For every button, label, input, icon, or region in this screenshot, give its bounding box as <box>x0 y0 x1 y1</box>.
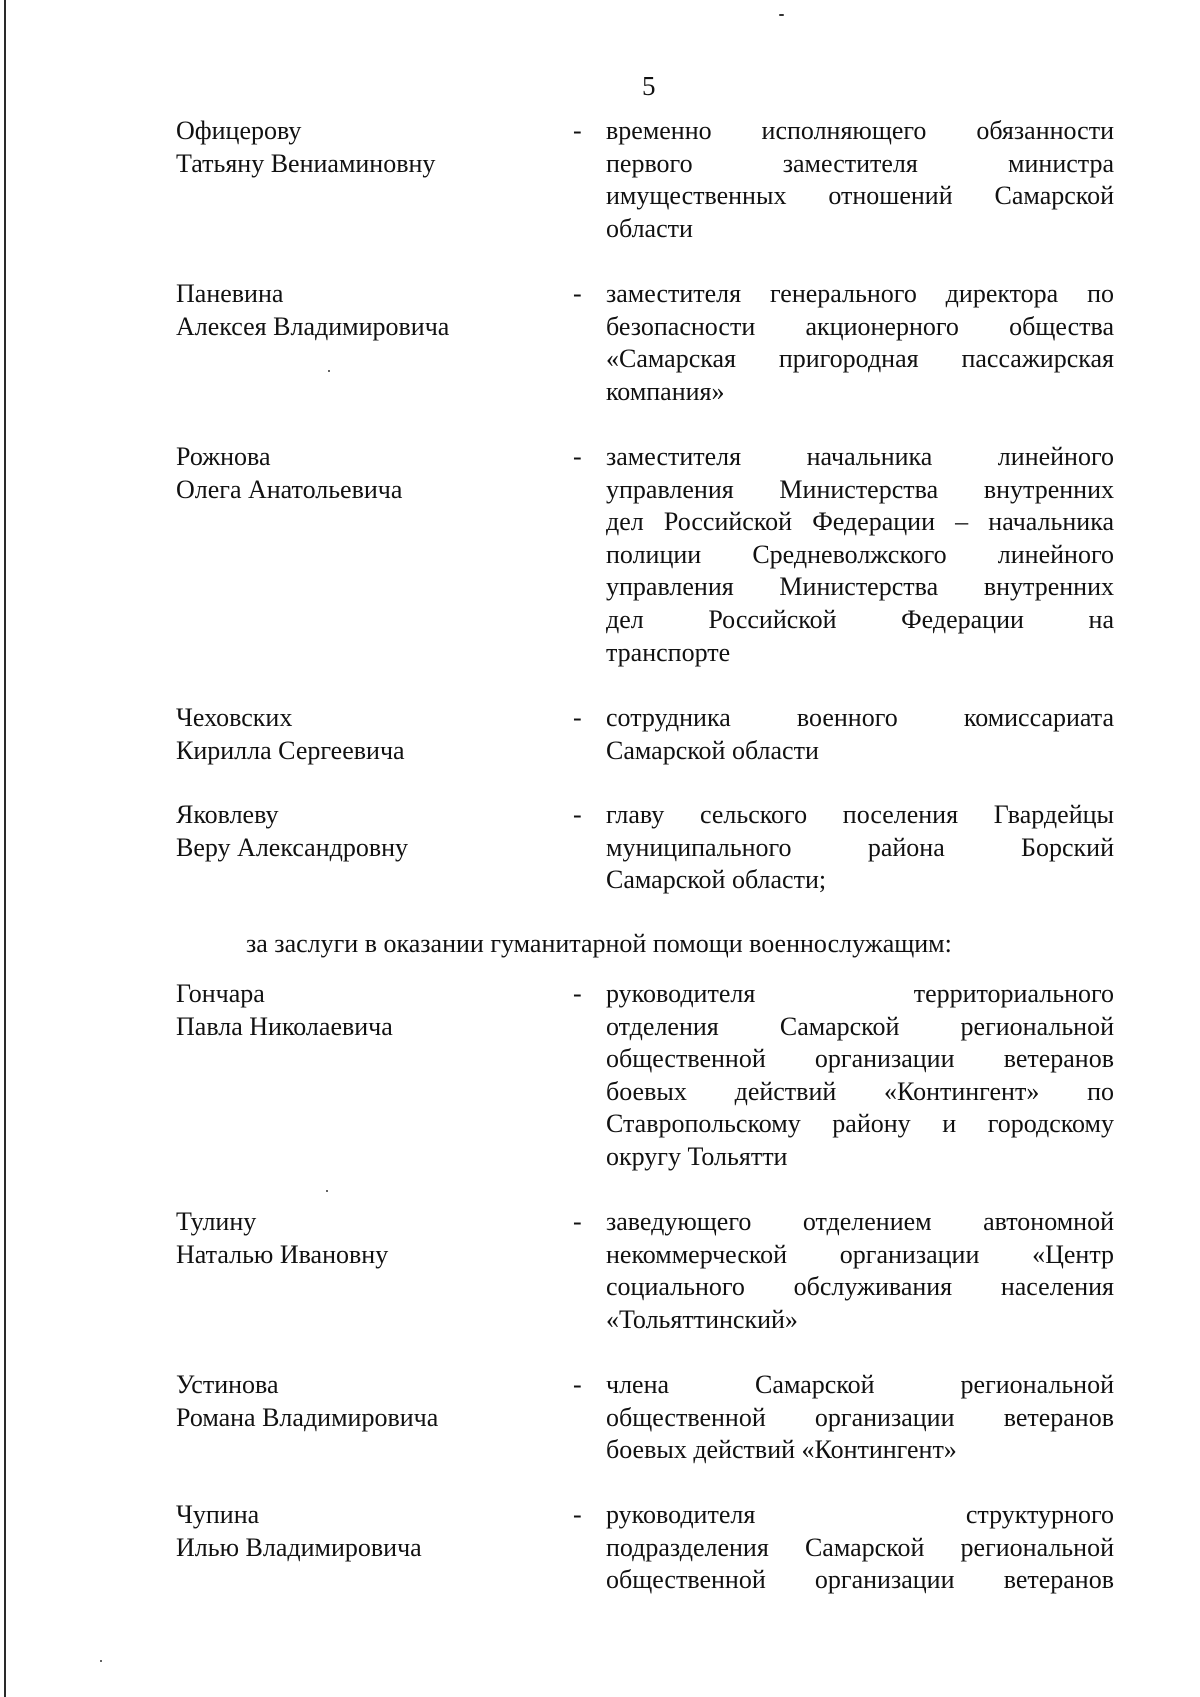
scan-speck <box>326 1190 328 1192</box>
description-line: общественной организации ветеранов <box>606 1044 1114 1074</box>
entry-dash: - <box>573 979 582 1008</box>
description-line: имущественных отношений Самарской <box>606 181 1114 211</box>
surname: Офицерову <box>176 116 302 145</box>
person-name <box>176 702 556 767</box>
description-line: безопасности акционерного общества <box>606 311 1114 341</box>
description-line: «Самарская пригородная пассажирская <box>606 344 1114 374</box>
person-name <box>176 799 556 864</box>
given-names: Алексея Владимировича <box>176 311 450 341</box>
given-names: Веру Александровну <box>176 832 409 862</box>
given-names: Илью Владимировича <box>176 1532 422 1562</box>
description-line: «Тольяттинский» <box>606 1304 798 1334</box>
scan-edge-line <box>4 0 6 1697</box>
surname: Чеховских <box>176 703 293 732</box>
person-name <box>176 278 556 343</box>
scan-speck <box>328 370 330 372</box>
description-line: управления Министерства внутренних <box>606 474 1114 504</box>
description-line: боевых действий «Контингент» по <box>606 1076 1114 1106</box>
description-line: общественной организации ветеранов <box>606 1402 1114 1432</box>
given-names: Романа Владимировича <box>176 1402 439 1432</box>
description-line: Самарской области <box>606 735 819 765</box>
entry-dash: - <box>573 703 582 732</box>
position-description <box>606 702 1114 767</box>
description-line: Ставропольскому району и городскому <box>606 1109 1114 1139</box>
description-line: Самарской области; <box>606 865 827 895</box>
position-description <box>606 1499 1114 1597</box>
person-name <box>176 115 556 180</box>
person-name <box>176 1499 556 1564</box>
position-description <box>606 978 1114 1174</box>
description-line: временно исполняющего обязанности <box>606 116 1114 145</box>
description-line: отделения Самарской региональной <box>606 1011 1114 1041</box>
given-names: Наталью Ивановну <box>176 1239 389 1269</box>
surname: Устинова <box>176 1370 279 1399</box>
given-names: Татьяну Вениаминовну <box>176 148 436 178</box>
description-line: заведующего отделением автономной <box>606 1207 1114 1236</box>
surname: Паневина <box>176 279 284 308</box>
position-description <box>606 799 1114 897</box>
position-description <box>606 1369 1114 1467</box>
entry-dash: - <box>573 1500 582 1529</box>
entry-dash: - <box>573 1370 582 1399</box>
given-names: Кирилла Сергеевича <box>176 735 405 765</box>
description-line: области <box>606 213 693 243</box>
surname: Яковлеву <box>176 800 279 829</box>
person-name <box>176 441 556 506</box>
position-description <box>606 278 1114 408</box>
description-line: компания» <box>606 376 725 406</box>
surname: Гончара <box>176 979 265 1008</box>
description-line: полиции Средневолжского линейного <box>606 539 1114 569</box>
description-line: транспорте <box>606 637 731 667</box>
description-line: заместителя начальника линейного <box>606 442 1114 471</box>
description-line: первого заместителя министра <box>606 148 1114 178</box>
description-line: муниципального района Борский <box>606 832 1114 862</box>
person-name <box>176 978 556 1043</box>
scan-speck <box>779 14 784 16</box>
position-description <box>606 115 1114 245</box>
description-line: округу Тольятти <box>606 1141 788 1171</box>
description-line: руководителя территориального <box>606 979 1114 1008</box>
given-names: Олега Анатольевича <box>176 474 403 504</box>
position-description <box>606 441 1114 669</box>
entry-dash: - <box>573 1207 582 1236</box>
person-name <box>176 1369 556 1434</box>
person-name <box>176 1206 556 1271</box>
description-line: руководителя структурного <box>606 1500 1114 1529</box>
description-line: дел Российской Федерации на <box>606 604 1114 634</box>
position-description <box>606 1206 1114 1336</box>
page-number: 5 <box>642 71 656 101</box>
description-line: дел Российской Федерации – начальника <box>606 507 1114 537</box>
given-names: Павла Николаевича <box>176 1011 393 1041</box>
surname: Чупина <box>176 1500 260 1529</box>
description-line: некоммерческой организации «Центр <box>606 1239 1114 1269</box>
description-line: сотрудника военного комиссариата <box>606 703 1114 732</box>
description-line: боевых действий «Контингент» <box>606 1435 957 1465</box>
surname: Тулину <box>176 1207 257 1236</box>
surname: Рожнова <box>176 442 271 471</box>
description-line: главу сельского поселения Гвардейцы <box>606 800 1114 829</box>
scan-speck <box>100 1660 102 1662</box>
description-line: социального обслуживания населения <box>606 1272 1114 1302</box>
description-line: управления Министерства внутренних <box>606 572 1114 602</box>
entry-dash: - <box>573 279 582 308</box>
entry-dash: - <box>573 116 582 145</box>
description-line: члена Самарской региональной <box>606 1370 1114 1399</box>
description-line: общественной организации ветеранов <box>606 1565 1114 1595</box>
section-heading: за заслуги в оказании гуманитарной помощи военнослужащим: <box>246 929 952 958</box>
description-line: подразделения Самарской региональной <box>606 1532 1114 1562</box>
description-line: заместителя генерального директора по <box>606 279 1114 308</box>
entry-dash: - <box>573 800 582 829</box>
entry-dash: - <box>573 442 582 471</box>
